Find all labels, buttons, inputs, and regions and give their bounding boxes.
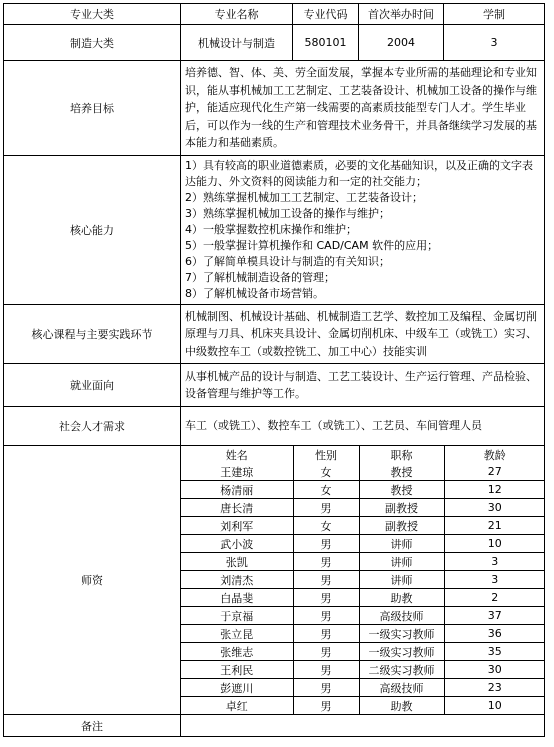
remarks-label: 备注 bbox=[4, 715, 181, 737]
faculty-gender: 男 bbox=[293, 607, 359, 625]
faculty-table bbox=[181, 446, 545, 714]
header-category: 专业大类 bbox=[4, 4, 181, 25]
faculty-title: 讲师 bbox=[359, 535, 444, 553]
faculty-years: 2 bbox=[444, 589, 545, 607]
faculty-years: 23 bbox=[444, 679, 545, 697]
faculty-years: 10 bbox=[444, 697, 545, 715]
faculty-title: 讲师 bbox=[359, 571, 444, 589]
core-ability-item: 5）一般掌握计算机操作和 CAD/CAM 软件的应用； bbox=[185, 238, 439, 252]
faculty-title: 助教 bbox=[359, 697, 444, 715]
faculty-gender: 女 bbox=[293, 481, 359, 499]
program-code: 580101 bbox=[293, 25, 359, 61]
faculty-col-name: 姓名 bbox=[181, 446, 293, 463]
objective-text: 培养德、智、体、美、劳全面发展，掌握本专业所需的基础理论和专业知识，能从事机械加工工艺制定、工艺装备设计、机械加工设备的操作与维护，能适应现代化生产第一线需要的高素质技能型专门人才。学生毕业后，可以作为一线的生产和管理技术业务骨干，并具备继续学习发展的基本能力和基础素质。 bbox=[181, 61, 545, 156]
core-ability-item: 4）一般掌握数控机床操作和维护； bbox=[185, 222, 357, 236]
faculty-years: 21 bbox=[444, 517, 545, 535]
faculty-years: 30 bbox=[444, 499, 545, 517]
objective-label: 培养目标 bbox=[4, 61, 181, 156]
employment-row bbox=[4, 364, 545, 407]
faculty-table-row bbox=[181, 661, 545, 679]
faculty-title: 高级技师 bbox=[359, 607, 444, 625]
objective-row bbox=[4, 61, 545, 156]
employment-label: 就业面向 bbox=[4, 364, 181, 407]
header-row bbox=[4, 4, 545, 25]
faculty-table-row bbox=[181, 625, 545, 643]
faculty-name: 杨清丽 bbox=[181, 481, 293, 499]
demand-text: 车工（或铣工）、数控车工（或铣工）、工艺员、车间管理人员 bbox=[181, 407, 545, 446]
faculty-table-row bbox=[181, 517, 545, 535]
faculty-name: 张维志 bbox=[181, 643, 293, 661]
faculty-years: 27 bbox=[444, 463, 545, 481]
header-first-year: 首次举办时间 bbox=[359, 4, 444, 25]
core-ability-list bbox=[181, 155, 545, 304]
faculty-name: 刘清杰 bbox=[181, 571, 293, 589]
faculty-row bbox=[4, 446, 545, 715]
core-ability-item: 7）了解机械制造设备的管理； bbox=[185, 270, 335, 284]
faculty-table-row bbox=[181, 571, 545, 589]
faculty-cell bbox=[181, 446, 545, 715]
faculty-years: 36 bbox=[444, 625, 545, 643]
core-ability-item: 6）了解简单模具设计与制造的有关知识； bbox=[185, 254, 390, 268]
faculty-name: 刘利军 bbox=[181, 517, 293, 535]
faculty-gender: 男 bbox=[293, 535, 359, 553]
program-name: 机械设计与制造 bbox=[181, 25, 293, 61]
core-ability-item: 2）熟练掌握机械加工工艺制定、工艺装备设计； bbox=[185, 190, 423, 204]
faculty-name: 彭遮川 bbox=[181, 679, 293, 697]
faculty-name: 王建琼 bbox=[181, 463, 293, 481]
remarks-row bbox=[4, 715, 545, 737]
faculty-gender: 男 bbox=[293, 589, 359, 607]
faculty-title: 教授 bbox=[359, 481, 444, 499]
faculty-title: 一级实习教师 bbox=[359, 625, 444, 643]
faculty-table-row bbox=[181, 535, 545, 553]
core-ability-row bbox=[4, 155, 545, 304]
faculty-gender: 男 bbox=[293, 553, 359, 571]
faculty-col-gender: 性别 bbox=[293, 446, 359, 463]
faculty-years: 10 bbox=[444, 535, 545, 553]
faculty-years: 3 bbox=[444, 571, 545, 589]
faculty-table-row bbox=[181, 481, 545, 499]
employment-text: 从事机械产品的设计与制造、工艺工装设计、生产运行管理、产品检验、设备管理与维护等工作。 bbox=[181, 364, 545, 407]
faculty-name: 卓红 bbox=[181, 697, 293, 715]
faculty-gender: 男 bbox=[293, 571, 359, 589]
faculty-name: 王利民 bbox=[181, 661, 293, 679]
faculty-title: 讲师 bbox=[359, 553, 444, 571]
faculty-name: 张凯 bbox=[181, 553, 293, 571]
faculty-title: 助教 bbox=[359, 589, 444, 607]
faculty-title: 一级实习教师 bbox=[359, 643, 444, 661]
core-ability-item: 8）了解机械设备市场营销。 bbox=[185, 286, 324, 300]
faculty-label: 师资 bbox=[4, 446, 181, 715]
faculty-table-row bbox=[181, 463, 545, 481]
faculty-gender: 女 bbox=[293, 517, 359, 535]
faculty-table-row bbox=[181, 553, 545, 571]
header-name: 专业名称 bbox=[181, 4, 293, 25]
faculty-table-row bbox=[181, 679, 545, 697]
faculty-gender: 男 bbox=[293, 625, 359, 643]
faculty-name: 白晶斐 bbox=[181, 589, 293, 607]
faculty-name: 张立昆 bbox=[181, 625, 293, 643]
demand-label: 社会人才需求 bbox=[4, 407, 181, 446]
faculty-gender: 男 bbox=[293, 499, 359, 517]
faculty-table-row bbox=[181, 643, 545, 661]
faculty-title: 二级实习教师 bbox=[359, 661, 444, 679]
faculty-title: 高级技师 bbox=[359, 679, 444, 697]
faculty-years: 12 bbox=[444, 481, 545, 499]
demand-row bbox=[4, 407, 545, 446]
faculty-col-years: 教龄 bbox=[444, 446, 545, 463]
faculty-title: 副教授 bbox=[359, 499, 444, 517]
core-ability-item: 1）具有较高的职业道德素质，必要的文化基础知识，以及正确的文字表达能力、外文资料的阅读能力和一定的社交能力； bbox=[185, 158, 533, 188]
courses-text: 机械制图、机械设计基础、机械制造工艺学、数控加工及编程、金属切削原理与刀具、机床夹具设计、金属切削机床、中级车工（或铣工）实习、中级数控车工（或数控铣工、加工中心）技能实训 bbox=[181, 304, 545, 364]
program-duration: 3 bbox=[444, 25, 545, 61]
faculty-table-row bbox=[181, 499, 545, 517]
program-category: 制造大类 bbox=[4, 25, 181, 61]
remarks-text bbox=[181, 715, 545, 737]
faculty-name: 唐长清 bbox=[181, 499, 293, 517]
faculty-years: 35 bbox=[444, 643, 545, 661]
faculty-gender: 男 bbox=[293, 679, 359, 697]
header-duration: 学制 bbox=[444, 4, 545, 25]
faculty-gender: 男 bbox=[293, 661, 359, 679]
faculty-gender: 男 bbox=[293, 697, 359, 715]
faculty-name: 于京福 bbox=[181, 607, 293, 625]
courses-label: 核心课程与主要实践环节 bbox=[4, 304, 181, 364]
program-first-year: 2004 bbox=[359, 25, 444, 61]
program-table bbox=[3, 3, 545, 737]
faculty-name: 武小波 bbox=[181, 535, 293, 553]
faculty-table-row bbox=[181, 697, 545, 715]
faculty-table-row bbox=[181, 607, 545, 625]
header-code: 专业代码 bbox=[293, 4, 359, 25]
core-ability-label: 核心能力 bbox=[4, 155, 181, 304]
faculty-header-row bbox=[181, 446, 545, 463]
core-ability-item: 3）熟练掌握机械加工设备的操作与维护； bbox=[185, 206, 390, 220]
program-info-document bbox=[3, 3, 544, 737]
faculty-col-title: 职称 bbox=[359, 446, 444, 463]
courses-row bbox=[4, 304, 545, 364]
faculty-years: 3 bbox=[444, 553, 545, 571]
faculty-title: 教授 bbox=[359, 463, 444, 481]
faculty-gender: 男 bbox=[293, 643, 359, 661]
faculty-table-row bbox=[181, 589, 545, 607]
faculty-title: 副教授 bbox=[359, 517, 444, 535]
program-row bbox=[4, 25, 545, 61]
faculty-years: 37 bbox=[444, 607, 545, 625]
faculty-years: 30 bbox=[444, 661, 545, 679]
faculty-gender: 女 bbox=[293, 463, 359, 481]
